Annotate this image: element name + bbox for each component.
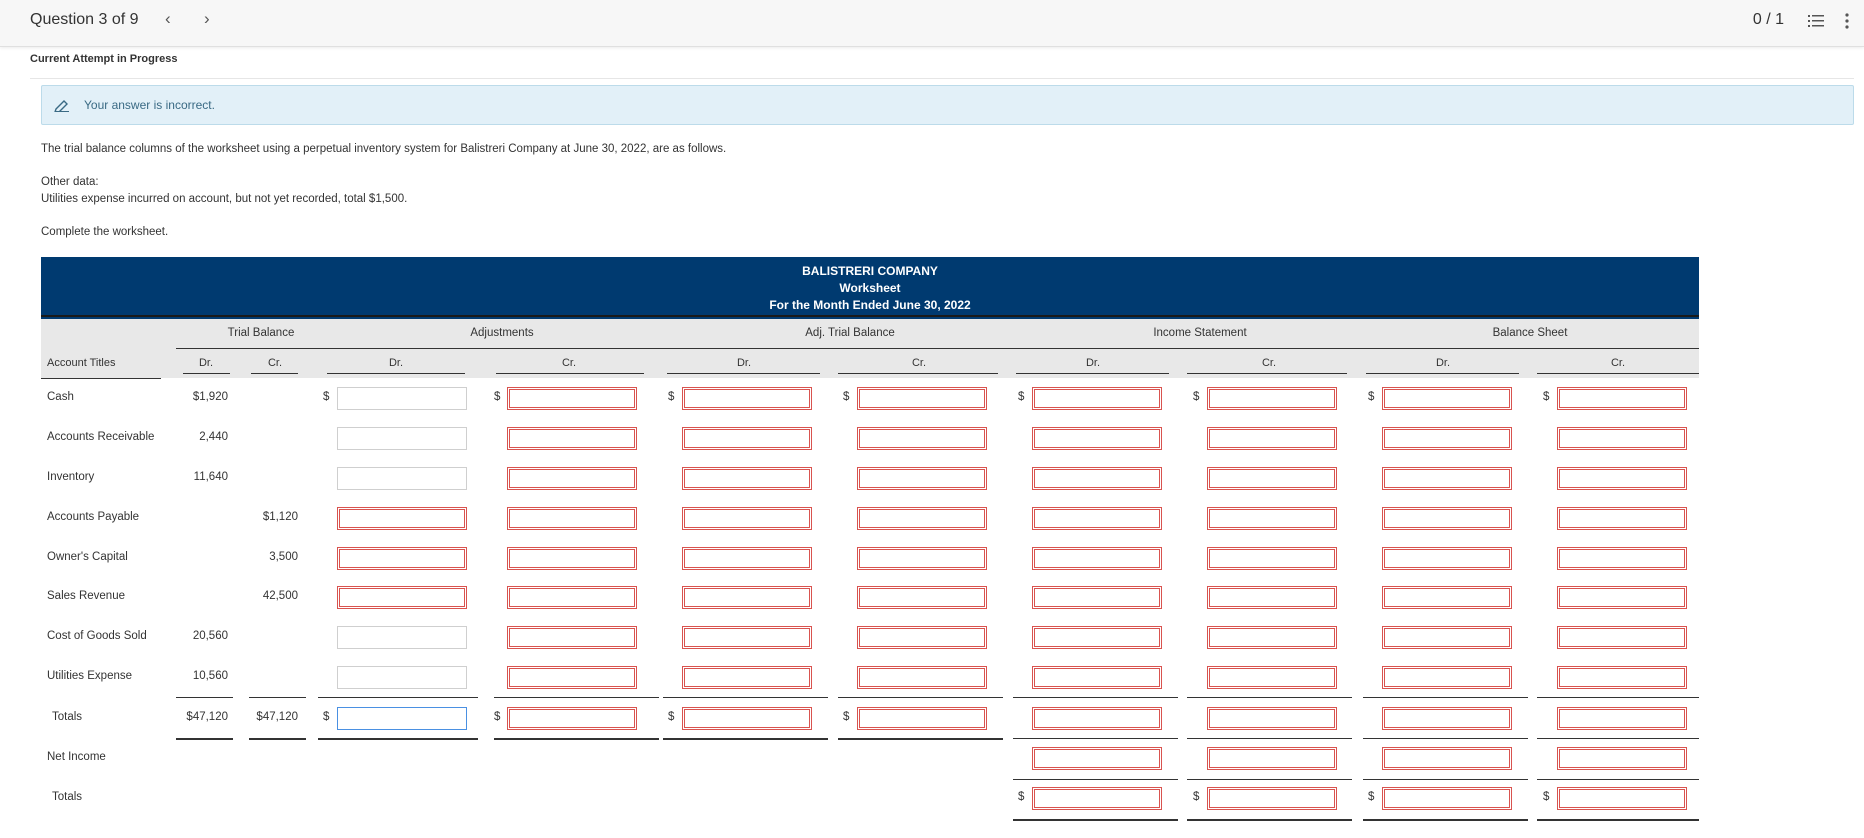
worksheet-period: For the Month Ended June 30, 2022: [769, 298, 971, 312]
dollar-sign: $: [1543, 791, 1550, 803]
total-rule: [838, 697, 1003, 698]
group-rule: [663, 348, 1016, 349]
cr-column-header: Cr.: [1610, 357, 1626, 369]
total-double-rule: [663, 738, 828, 740]
is-cr-input[interactable]: [1207, 586, 1337, 609]
dollar-sign: $: [1368, 391, 1375, 403]
atb-dr-input[interactable]: [682, 507, 812, 530]
cr-column-header: Cr.: [561, 357, 577, 369]
total-double-rule: [1187, 819, 1352, 821]
atb-dr-input[interactable]: [682, 547, 812, 570]
atb-dr-input[interactable]: [682, 666, 812, 689]
total-rule: [1187, 738, 1352, 739]
trial-balance-dr: $1,920: [192, 391, 228, 403]
bs-cr-input[interactable]: [1557, 507, 1687, 530]
dollar-sign: $: [1193, 791, 1200, 803]
trial-balance-cr: $47,120: [256, 711, 298, 723]
is-cr-input[interactable]: [1207, 666, 1337, 689]
row-label: Cash: [47, 391, 74, 403]
dr-column-header: Dr.: [198, 357, 214, 369]
dollar-sign: $: [668, 711, 675, 723]
bs-cr-input[interactable]: [1557, 747, 1687, 770]
group-header-adj-trial-balance: Adj. Trial Balance: [805, 327, 895, 339]
atb-cr-input[interactable]: [857, 507, 987, 530]
bs-dr-input[interactable]: [1382, 547, 1512, 570]
trial-balance-cr: 42,500: [262, 590, 298, 602]
dollar-sign: $: [323, 391, 330, 403]
total-double-rule: [176, 738, 233, 740]
other-data-text: Utilities expense incurred on account, but not yet recorded, total $1,500.: [41, 193, 408, 205]
bs-dr-input[interactable]: [1382, 747, 1512, 770]
trial-balance-dr: 20,560: [192, 630, 228, 642]
account-titles-header: Account Titles: [47, 357, 116, 369]
column-rule: [1366, 373, 1519, 374]
next-question-button[interactable]: ›: [204, 9, 210, 28]
cr-column-header: Cr.: [911, 357, 927, 369]
score-display: 0 / 1: [1752, 11, 1784, 28]
row-label: Cost of Goods Sold: [47, 630, 147, 642]
worksheet-title: Worksheet: [839, 281, 901, 295]
top-bar: [0, 0, 1864, 47]
bs-cr-input[interactable]: [1557, 387, 1687, 410]
bs-dr-input[interactable]: [1382, 666, 1512, 689]
is-dr-input[interactable]: [1032, 507, 1162, 530]
column-rule: [1537, 373, 1699, 374]
is-dr-input[interactable]: [1032, 547, 1162, 570]
adj-cr-input[interactable]: [507, 427, 637, 450]
feedback-message: Your answer is incorrect.: [84, 98, 215, 112]
trial-balance-dr: 11,640: [193, 471, 228, 483]
is-cr-input[interactable]: [1207, 626, 1337, 649]
row-label: Utilities Expense: [47, 670, 133, 682]
bs-dr-input[interactable]: [1382, 707, 1512, 730]
dollar-sign: $: [1018, 791, 1025, 803]
column-rule: [1187, 373, 1347, 374]
atb-dr-input[interactable]: [682, 387, 812, 410]
bs-cr-input[interactable]: [1557, 427, 1687, 450]
is-dr-input[interactable]: [1032, 787, 1162, 810]
row-label: Accounts Receivable: [47, 431, 155, 443]
is-dr-input[interactable]: [1032, 387, 1162, 410]
dollar-sign: $: [843, 391, 850, 403]
total-rule: [1363, 738, 1528, 739]
group-rule: [1013, 348, 1366, 349]
row-label: Totals: [52, 791, 83, 803]
row-label: Owner's Capital: [47, 551, 128, 563]
is-dr-input[interactable]: [1032, 467, 1162, 490]
adj-cr-input[interactable]: [507, 467, 637, 490]
is-cr-input[interactable]: [1207, 427, 1337, 450]
adj-dr-input[interactable]: [337, 626, 467, 649]
adj-dr-input[interactable]: [337, 507, 467, 530]
bs-dr-input[interactable]: [1382, 787, 1512, 810]
total-double-rule: [1537, 819, 1699, 821]
dollar-sign: $: [1543, 391, 1550, 403]
adj-cr-input[interactable]: [507, 507, 637, 530]
bs-dr-input[interactable]: [1382, 387, 1512, 410]
dollar-sign: $: [494, 711, 501, 723]
row-label: Totals: [52, 711, 83, 723]
atb-dr-input[interactable]: [682, 626, 812, 649]
is-cr-input[interactable]: [1207, 707, 1337, 730]
column-rule: [183, 373, 230, 374]
total-rule: [1537, 779, 1699, 780]
atb-cr-input[interactable]: [857, 387, 987, 410]
adj-dr-input[interactable]: [337, 666, 467, 689]
dollar-sign: $: [1368, 791, 1375, 803]
trial-balance-dr: 2,440: [199, 431, 228, 443]
is-cr-input[interactable]: [1207, 467, 1337, 490]
feedback-banner: [41, 85, 1854, 125]
is-dr-input[interactable]: [1032, 626, 1162, 649]
is-cr-input[interactable]: [1207, 747, 1337, 770]
prev-question-button[interactable]: ‹: [165, 9, 171, 28]
dollar-sign: $: [1018, 391, 1025, 403]
bs-dr-input[interactable]: [1382, 507, 1512, 530]
question-list-icon[interactable]: [1808, 14, 1824, 28]
atb-dr-input[interactable]: [682, 707, 812, 730]
atb-cr-input[interactable]: [857, 467, 987, 490]
atb-cr-input[interactable]: [857, 626, 987, 649]
trial-balance-cr: $1,120: [262, 511, 298, 523]
problem-intro: The trial balance columns of the worksheet using a perpetual inventory system for Balistreri Company at June 30, 2022, are as follows.: [41, 143, 727, 155]
atb-dr-input[interactable]: [682, 427, 812, 450]
adj-dr-input[interactable]: [337, 427, 467, 450]
adj-dr-input[interactable]: [337, 387, 467, 410]
column-rule: [496, 373, 644, 374]
total-rule: [494, 697, 659, 698]
bs-cr-input[interactable]: [1557, 547, 1687, 570]
total-rule: [1013, 779, 1178, 780]
divider: [30, 78, 1854, 79]
dr-column-header: Dr.: [388, 357, 404, 369]
row-label: Accounts Payable: [47, 511, 140, 523]
bs-cr-input[interactable]: [1557, 666, 1687, 689]
bs-dr-input[interactable]: [1382, 427, 1512, 450]
group-header-income-statement: Income Statement: [1153, 327, 1247, 339]
row-label: Inventory: [47, 471, 95, 483]
trial-balance-dr: 10,560: [192, 670, 228, 682]
total-rule: [1013, 697, 1178, 698]
total-rule: [318, 697, 478, 698]
dollar-sign: $: [843, 711, 850, 723]
other-data-label: Other data:: [41, 176, 99, 188]
total-rule: [1363, 779, 1528, 780]
bs-dr-input[interactable]: [1382, 626, 1512, 649]
dollar-sign: $: [1193, 391, 1200, 403]
group-rule: [318, 348, 671, 349]
total-rule: [1363, 697, 1528, 698]
total-rule: [663, 697, 828, 698]
total-double-rule: [249, 738, 306, 740]
group-header-trial-balance: Trial Balance: [227, 327, 295, 339]
is-dr-input[interactable]: [1032, 747, 1162, 770]
is-dr-input[interactable]: [1032, 666, 1162, 689]
is-dr-input[interactable]: [1032, 427, 1162, 450]
total-rule: [1013, 738, 1178, 739]
cr-column-header: Cr.: [1261, 357, 1277, 369]
trial-balance-cr: 3,500: [269, 551, 298, 563]
dollar-sign: $: [494, 391, 501, 403]
instruction: Complete the worksheet.: [41, 226, 169, 238]
total-double-rule: [1363, 819, 1528, 821]
bs-dr-input[interactable]: [1382, 467, 1512, 490]
adj-cr-input[interactable]: [507, 387, 637, 410]
adj-cr-input[interactable]: [507, 586, 637, 609]
header-rule: [41, 315, 1699, 317]
is-cr-input[interactable]: [1207, 547, 1337, 570]
header-rule: [41, 378, 161, 379]
column-rule: [1016, 373, 1169, 374]
bs-dr-input[interactable]: [1382, 586, 1512, 609]
total-rule: [1537, 738, 1699, 739]
bs-cr-input[interactable]: [1557, 626, 1687, 649]
column-rule: [251, 373, 298, 374]
is-dr-input[interactable]: [1032, 586, 1162, 609]
atb-cr-input[interactable]: [857, 427, 987, 450]
total-double-rule: [494, 738, 659, 740]
total-rule: [176, 697, 233, 698]
column-rule: [838, 373, 998, 374]
dollar-sign: $: [668, 391, 675, 403]
atb-cr-input[interactable]: [857, 547, 987, 570]
adj-cr-input[interactable]: [507, 626, 637, 649]
total-double-rule: [1013, 819, 1178, 821]
is-cr-input[interactable]: [1207, 507, 1337, 530]
atb-cr-input[interactable]: [857, 666, 987, 689]
dollar-sign: $: [323, 711, 330, 723]
row-label: Sales Revenue: [47, 590, 125, 602]
row-label: Net Income: [47, 751, 106, 763]
column-rule: [667, 373, 820, 374]
atb-dr-input[interactable]: [682, 586, 812, 609]
trial-balance-dr: $47,120: [186, 711, 228, 723]
bs-cr-input[interactable]: [1557, 586, 1687, 609]
group-header-balance-sheet: Balance Sheet: [1492, 327, 1568, 339]
adj-cr-input[interactable]: [507, 547, 637, 570]
atb-dr-input[interactable]: [682, 467, 812, 490]
adj-dr-input[interactable]: [337, 467, 467, 490]
dr-column-header: Dr.: [736, 357, 752, 369]
attempt-status: Current Attempt in Progress: [30, 53, 178, 65]
adj-cr-input[interactable]: [507, 666, 637, 689]
is-cr-input[interactable]: [1207, 787, 1337, 810]
total-rule: [1187, 697, 1352, 698]
adj-dr-input[interactable]: [337, 547, 467, 570]
cr-column-header: Cr.: [267, 357, 283, 369]
total-rule: [1537, 697, 1699, 698]
column-rule: [327, 373, 465, 374]
company-name: BALISTRERI COMPANY: [802, 264, 938, 278]
total-rule: [249, 697, 306, 698]
total-rule: [1187, 779, 1352, 780]
bs-cr-input[interactable]: [1557, 467, 1687, 490]
worksheet-header: [41, 257, 1699, 319]
dr-column-header: Dr.: [1435, 357, 1451, 369]
group-rule: [1363, 348, 1699, 349]
adj-dr-input[interactable]: [337, 586, 467, 609]
total-double-rule: [838, 738, 1003, 740]
more-options-icon[interactable]: [1844, 12, 1850, 30]
pencil-icon: [54, 98, 70, 112]
is-dr-input[interactable]: [1032, 707, 1162, 730]
atb-cr-input[interactable]: [857, 586, 987, 609]
is-cr-input[interactable]: [1207, 387, 1337, 410]
adj-cr-input[interactable]: [507, 707, 637, 730]
total-double-rule: [318, 738, 478, 740]
question-counter: Question 3 of 9: [30, 11, 139, 28]
atb-cr-input[interactable]: [857, 707, 987, 730]
bs-cr-input[interactable]: [1557, 787, 1687, 810]
group-header-adjustments: Adjustments: [470, 327, 534, 339]
dr-column-header: Dr.: [1085, 357, 1101, 369]
bs-cr-input[interactable]: [1557, 707, 1687, 730]
adj-dr-input[interactable]: [337, 707, 467, 730]
